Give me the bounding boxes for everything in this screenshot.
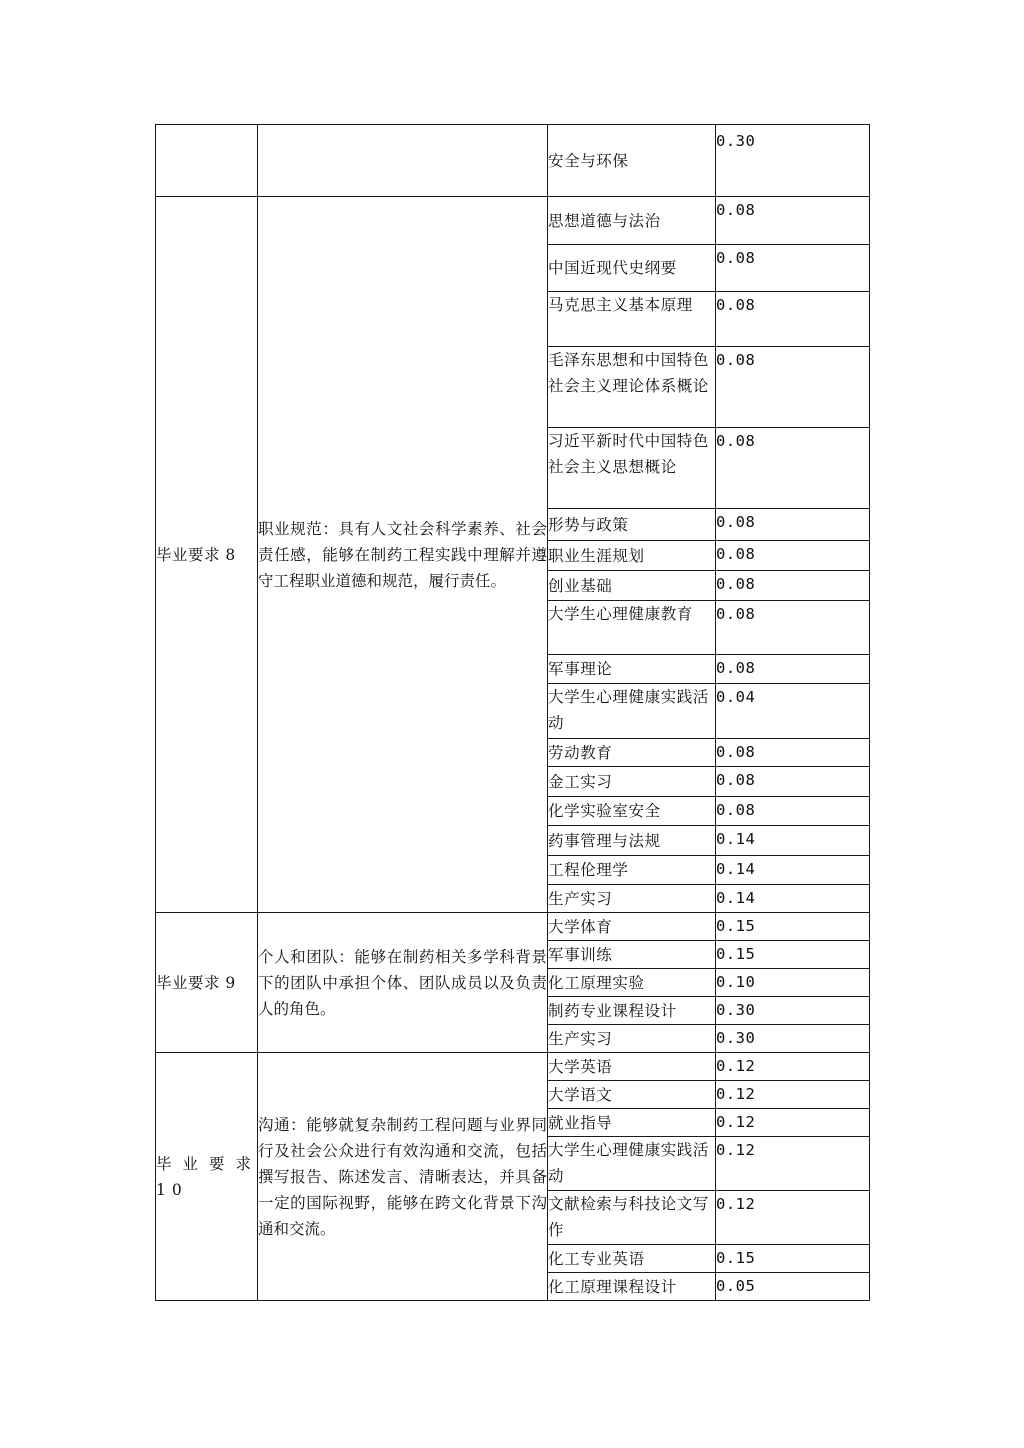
- course-weight: 0.08: [716, 292, 870, 347]
- requirement-description-9: 个人和团队：能够在制药相关多学科背景下的团队中承担个体、团队成员以及负责人的角色。: [258, 913, 548, 1053]
- course-name: 制药专业课程设计: [548, 997, 716, 1025]
- course-weight: 0.30: [716, 997, 870, 1025]
- course-weight: 0.08: [716, 245, 870, 292]
- table-row: [156, 913, 870, 941]
- course-weight: 0.05: [716, 1273, 870, 1301]
- requirement-label-8: 毕业要求 8: [156, 197, 258, 913]
- course-name: 化工专业英语: [548, 1245, 716, 1273]
- course-weight: 0.15: [716, 1245, 870, 1273]
- course-name: 大学语文: [548, 1081, 716, 1109]
- course-name: 劳动教育: [548, 739, 716, 767]
- course-weight: 0.30: [716, 125, 870, 197]
- requirement-description-10: 沟通：能够就复杂制药工程问题与业界同行及社会公众进行有效沟通和交流，包括撰写报告、陈述发言、清晰表达，并具备一定的国际视野，能够在跨文化背景下沟通和交流。: [258, 1053, 548, 1301]
- table-row: [156, 197, 870, 245]
- course-name: 大学英语: [548, 1053, 716, 1081]
- course-name: 中国近现代史纲要: [548, 245, 716, 292]
- course-name: 习近平新时代中国特色社会主义思想概论: [548, 428, 716, 509]
- course-name: 创业基础: [548, 571, 716, 601]
- course-name: 化学实验室安全: [548, 797, 716, 826]
- course-name: 职业生涯规划: [548, 541, 716, 571]
- course-name: 金工实习: [548, 767, 716, 797]
- course-name: 文献检索与科技论文写作: [548, 1191, 716, 1245]
- course-weight: 0.14: [716, 826, 870, 856]
- course-weight: 0.08: [716, 655, 870, 684]
- course-name: 安全与环保: [548, 125, 716, 197]
- course-name: 化工原理实验: [548, 969, 716, 997]
- course-weight: 0.15: [716, 941, 870, 969]
- course-name: 马克思主义基本原理: [548, 292, 716, 347]
- requirement-description-8: 职业规范：具有人文社会科学素养、社会责任感，能够在制药工程实践中理解并遵守工程职业道德和规范，履行责任。: [258, 197, 548, 913]
- course-name: 思想道德与法治: [548, 197, 716, 245]
- course-name: 军事理论: [548, 655, 716, 684]
- course-weight: 0.15: [716, 913, 870, 941]
- course-weight: 0.12: [716, 1053, 870, 1081]
- graduation-requirements-table: [155, 124, 870, 1301]
- course-name: 大学体育: [548, 913, 716, 941]
- course-name: 化工原理课程设计: [548, 1273, 716, 1301]
- course-weight: 0.30: [716, 1025, 870, 1053]
- course-weight: 0.08: [716, 797, 870, 826]
- course-name: 生产实习: [548, 885, 716, 913]
- course-name: 大学生心理健康教育: [548, 601, 716, 655]
- course-weight: 0.08: [716, 601, 870, 655]
- course-weight: 0.12: [716, 1109, 870, 1137]
- course-weight: 0.12: [716, 1081, 870, 1109]
- course-weight: 0.14: [716, 885, 870, 913]
- course-weight: 0.08: [716, 197, 870, 245]
- course-name: 药事管理与法规: [548, 826, 716, 856]
- course-weight: 0.08: [716, 767, 870, 797]
- course-weight: 0.08: [716, 571, 870, 601]
- course-name: 大学生心理健康实践活动: [548, 1137, 716, 1191]
- requirement-label-10: 毕业要求 10: [156, 1053, 258, 1301]
- description-cell-empty: [258, 125, 548, 197]
- course-weight: 0.08: [716, 739, 870, 767]
- course-name: 军事训练: [548, 941, 716, 969]
- course-weight: 0.12: [716, 1137, 870, 1191]
- course-weight: 0.08: [716, 428, 870, 509]
- course-name: 生产实习: [548, 1025, 716, 1053]
- requirement-cell-empty: [156, 125, 258, 197]
- course-weight: 0.08: [716, 541, 870, 571]
- requirement-label-9: 毕业要求 9: [156, 913, 258, 1053]
- course-weight: 0.12: [716, 1191, 870, 1245]
- table-row: [156, 125, 870, 197]
- course-name: 就业指导: [548, 1109, 716, 1137]
- course-name: 形势与政策: [548, 509, 716, 541]
- course-name: 大学生心理健康实践活动: [548, 684, 716, 739]
- course-weight: 0.10: [716, 969, 870, 997]
- course-weight: 0.08: [716, 509, 870, 541]
- course-weight: 0.04: [716, 684, 870, 739]
- course-weight: 0.14: [716, 856, 870, 885]
- course-weight: 0.08: [716, 347, 870, 428]
- course-name: 毛泽东思想和中国特色社会主义理论体系概论: [548, 347, 716, 428]
- course-name: 工程伦理学: [548, 856, 716, 885]
- table-row: [156, 1053, 870, 1081]
